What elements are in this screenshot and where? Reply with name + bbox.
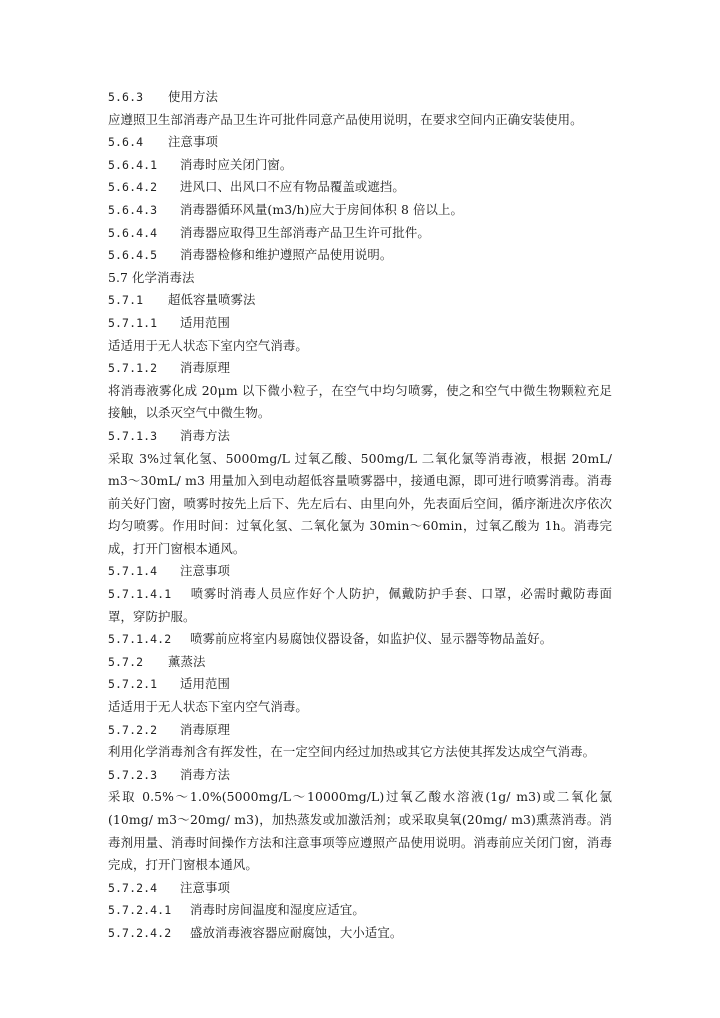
heading-5-6-4: [108, 131, 612, 154]
item-5-6-4-1: [108, 154, 612, 177]
item-5-7-1-4-2: [108, 628, 612, 651]
section-number: 5.7.2.4.1: [108, 903, 172, 918]
section-title: 消毒原理: [180, 721, 230, 737]
section-title: 注意事项: [180, 563, 230, 579]
section-number: 5.7.1.4.1: [108, 587, 172, 602]
item-text: 消毒器循环风量(m3/h)应大于房间体积 8 倍以上。: [180, 201, 463, 217]
item-text: 喷雾前应将室内易腐蚀仪器设备，如监护仪、显示器等物品盖好。: [190, 631, 553, 647]
section-number: 5.6.3: [108, 90, 144, 104]
paragraph: 将消毒液雾化成 20μm 以下微小粒子，在空气中均匀喷雾，使之和空气中微生物颗粒充足接触，以杀灭空气中微生物。: [108, 382, 612, 421]
section-title: 消毒方法: [180, 427, 230, 443]
item-5-6-4-2: [108, 176, 612, 199]
heading-5-7-2-2: [108, 719, 612, 742]
section-number: 5.7.1.4.2: [108, 632, 172, 647]
section-title: 消毒原理: [180, 360, 230, 376]
item-5-7-1-4-1: [108, 583, 612, 628]
section-number: 5.7.2: [108, 654, 144, 669]
section-number: 5.7.2.4.2: [108, 925, 172, 940]
paragraph: 利用化学消毒剂含有挥发性，在一定空间内经过加热或其它方法使其挥发达成空气消毒。: [108, 744, 596, 760]
heading-5-7-1-4: [108, 560, 612, 583]
section-number: 5.6.4.1: [108, 157, 158, 172]
item-text: 喷雾时消毒人员应作好个人防护，佩戴防护手套、口罩，必需时戴防毒面罩，穿防护服。: [108, 586, 612, 624]
heading-5-7-1: [108, 289, 612, 312]
section-number: 5.7.2.4: [108, 880, 158, 895]
section-number: 5.6.4.3: [108, 202, 158, 217]
paragraph: 适适用于无人状态下室内空气消毒。: [108, 337, 308, 353]
section-title: 消毒方法: [180, 766, 230, 782]
section-title: 适用范围: [180, 314, 230, 330]
paragraph: 采取 3%过氧化氢、5000mg/L 过氧乙酸、500mg/L 二氧化氯等消毒液，根据 20mL/ m3～30mL/ m3 用量加入到电动超低容量喷雾器中，接通电源，即可进行喷雾消毒。消毒前关好门窗，喷雾时按先上后下、先左后右、由里向外，先表面后空间，循序渐进次序依次均匀喷雾。作用时间：过氧化氢、二氧化氯为 30min～60min，过氧乙酸为 1h。消毒完成，打开门窗根本通风。: [108, 450, 612, 556]
item-5-7-2-4-1: [108, 899, 612, 922]
document-page: [108, 86, 612, 945]
section-title: 使用方法: [168, 89, 218, 104]
heading-5-7-2-4: [108, 877, 612, 900]
heading-5-7-1-2: [108, 357, 612, 380]
section-number: 5.6.4.4: [108, 225, 158, 240]
item-5-6-4-3: [108, 199, 612, 222]
section-number: 5.7.2.2: [108, 722, 158, 737]
section-number: 5.6.4.2: [108, 180, 158, 195]
heading-5-7-1-3: [108, 425, 612, 448]
section-number: 5.7.1: [108, 293, 144, 308]
paragraph: 采取 0.5%～1.0%(5000mg/L～10000mg/L)过氧乙酸水溶液(1g/ m3)或二氧化氯(10mg/ m3～20mg/ m3)，加热蒸发或加激活剂；或采取臭氧(20mg/ m3)熏蒸消毒。消毒剂用量、消毒时间操作方法和注意事项等应遵照产品使用说明。消毒前应关闭门窗，消毒完成，打开门窗根本通风。: [108, 789, 612, 873]
section-title: 适用范围: [180, 676, 230, 692]
item-text: 消毒时应关闭门窗。: [180, 156, 293, 172]
item-text: 盛放消毒液容器应耐腐蚀，大小适宜。: [190, 924, 403, 940]
section-number: 5.7.1.3: [108, 428, 158, 443]
item-text: 消毒时房间温度和湿度应适宜。: [190, 902, 365, 918]
section-title: 注意事项: [180, 879, 230, 895]
heading-5-7-2: [108, 651, 612, 674]
section-number: 5.7.1.2: [108, 361, 158, 376]
item-5-7-2-4-2: [108, 922, 612, 945]
item-5-6-4-5: [108, 244, 612, 267]
section-number: 5.7.2.3: [108, 767, 158, 782]
section-number: 5.7.1.4: [108, 564, 158, 579]
heading-5-7-1-1: [108, 312, 612, 335]
item-text: 消毒器应取得卫生部消毒产品卫生许可批件。: [180, 224, 430, 240]
section-number: 5.7.1.1: [108, 315, 158, 330]
heading-5-7-2-3: [108, 764, 612, 787]
section-title: 超低容量喷雾法: [168, 292, 256, 308]
item-text: 进风口、出风口不应有物品覆盖或遮挡。: [180, 179, 405, 195]
section-title: 注意事项: [168, 134, 218, 150]
item-5-6-4-4: [108, 222, 612, 245]
section-number: 5.6.4.5: [108, 248, 158, 263]
heading-5-7: 5.7 化学消毒法: [108, 269, 195, 285]
heading-5-7-2-1: [108, 673, 612, 696]
section-title: 薰蒸法: [168, 653, 206, 669]
paragraph: 适适用于无人状态下室内空气消毒。: [108, 699, 308, 715]
heading-5-6-3: [108, 86, 612, 109]
section-number: 5.7.2.1: [108, 677, 158, 692]
item-text: 消毒器检修和维护遵照产品使用说明。: [180, 247, 393, 263]
paragraph: 应遵照卫生部消毒产品卫生许可批件同意产品使用说明，在要求空间内正确安装使用。: [108, 111, 583, 127]
section-number: 5.6.4: [108, 135, 144, 150]
